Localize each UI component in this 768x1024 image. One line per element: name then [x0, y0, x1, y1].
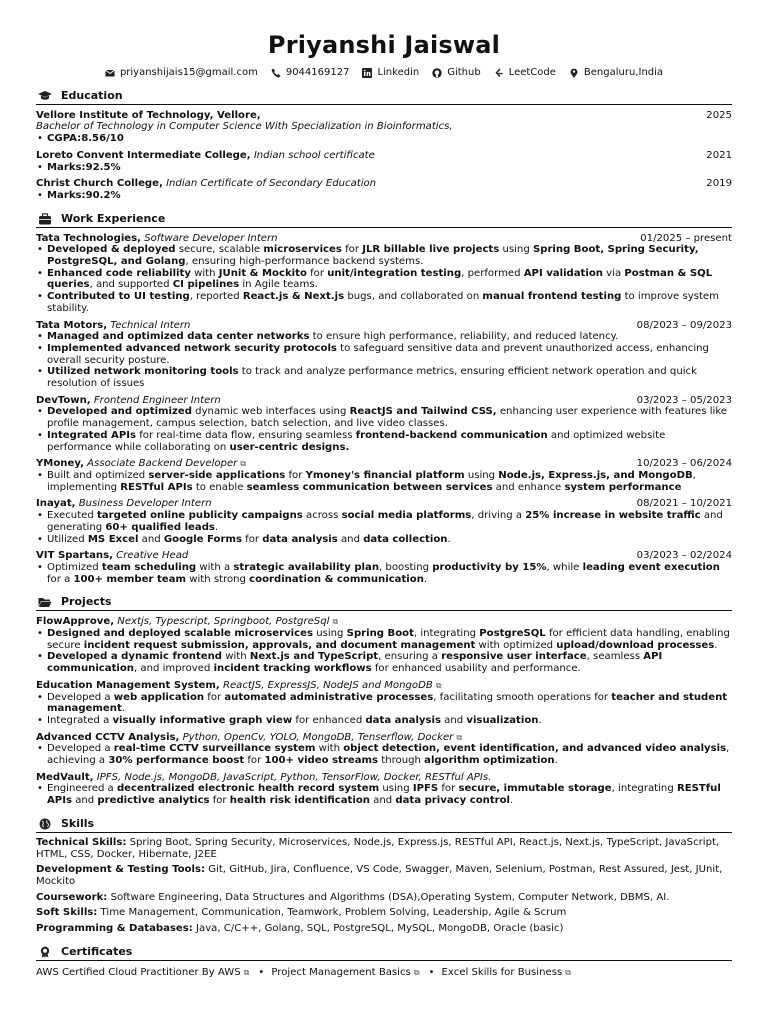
- project-tech: ReactJS, ExpressJS, NodeJS and MongoDB: [222, 679, 433, 691]
- skills-section: [36, 817, 732, 935]
- dates: 10/2023 – 06/2024: [636, 458, 732, 470]
- text-segment: and optimized website performance while collaborating on: [47, 429, 666, 453]
- text-segment: and: [440, 714, 467, 726]
- text-segment: .: [510, 795, 514, 807]
- certificate-item[interactable]: [36, 967, 249, 979]
- job-bullet: [47, 406, 732, 429]
- text-segment: for: [438, 783, 459, 795]
- text-segment: , and supported: [89, 279, 173, 291]
- external-link-icon[interactable]: ⧉: [435, 680, 442, 690]
- job-bullet: [47, 268, 732, 291]
- text-segment: for: [285, 469, 306, 481]
- bold-text: upload/download processes: [556, 639, 715, 651]
- linkedin-text: Linkedin: [377, 67, 420, 78]
- text-segment: to track and analyze performance metrics, ensuring efficient network operation and quick resolution of issues: [47, 366, 697, 390]
- text-segment: with: [190, 267, 219, 279]
- bold-text: RESTful APIs: [120, 481, 193, 493]
- job-bullet: [47, 343, 732, 366]
- bold-text: object detection, event identification, and advanced video analysis: [343, 743, 727, 755]
- skill-value: Spring Boot, Spring Security, Microservices, Node.js, Express.js, RESTful API, React.js, Next.js, TypeScript, JavaScript, HTML, CSS, Docker, Hibernate, J2EE: [36, 836, 720, 860]
- text-segment: .: [214, 521, 219, 533]
- bold-text: 100+ member team: [73, 573, 186, 585]
- leetcode-text: LeetCode: [508, 67, 556, 78]
- skill-row: [36, 923, 732, 935]
- bold-text: web application: [113, 691, 205, 703]
- location: [569, 67, 663, 79]
- text-segment: with: [315, 743, 344, 755]
- text-segment: .: [447, 533, 451, 545]
- bold-text: targeted online publicity campaigns: [96, 510, 303, 522]
- bold-text: Enhanced code reliability: [47, 267, 191, 279]
- education-section: [36, 89, 732, 202]
- text-segment: across: [302, 510, 342, 522]
- bold-text: RESTful APIs: [47, 783, 721, 807]
- bold-text: data collection: [363, 533, 448, 545]
- education-entry: [36, 110, 732, 145]
- bold-text: productivity by 15%: [432, 561, 547, 573]
- location-text: Bengaluru,India: [583, 67, 664, 78]
- bold-text: 25% increase in website traffic: [525, 510, 701, 522]
- work-section: [36, 212, 732, 586]
- text-segment: using: [379, 783, 413, 795]
- projects-title: Projects: [61, 595, 112, 609]
- skill-label: Coursework:: [36, 891, 108, 903]
- education-heading: [36, 89, 732, 105]
- bold-text: microservices: [263, 244, 342, 256]
- bold-text: ReactJS and Tailwind CSS,: [349, 406, 497, 418]
- project-bullet: [47, 783, 732, 806]
- leetcode-icon: [494, 68, 504, 78]
- bold-text: Developed & deployed: [47, 244, 176, 256]
- company: YMoney,: [36, 458, 84, 470]
- certificate-list: [36, 967, 732, 979]
- bold-text: seamless communication between services: [246, 481, 493, 493]
- text-segment: Integrated a: [47, 714, 113, 726]
- text-segment: , facilitating smooth operations for: [433, 691, 612, 703]
- bold-text: MS Excel: [87, 533, 139, 545]
- text-segment: bugs, and collaborated on: [344, 291, 483, 303]
- skill-row: [36, 864, 732, 887]
- text-segment: , boosting: [379, 561, 433, 573]
- candidate-name: Priyanshi Jaiswal: [267, 31, 501, 59]
- job-bullet: [47, 331, 732, 343]
- bold-text: visualization: [466, 714, 539, 726]
- bold-text: Node.js, Express.js, and MongoDB: [498, 469, 693, 481]
- github-icon: [432, 68, 442, 78]
- bold-text: user-centric designs.: [229, 441, 350, 453]
- text-segment: for: [341, 244, 363, 256]
- bold-text: Implemented advanced network security protocols: [47, 342, 337, 354]
- job-entry: [36, 498, 732, 545]
- project-tech: Nextjs, Typescript, Springboot, PostgreSql: [117, 616, 330, 628]
- text-segment: enhancing user experience with features like profile management, campus selection, batch selection, and live video classes.: [47, 406, 728, 430]
- job-entry: [36, 233, 732, 315]
- skill-label: Development & Testing Tools:: [36, 864, 205, 876]
- bold-text: Postman & SQL queries: [47, 267, 713, 291]
- project-name: Education Management System,: [36, 679, 220, 691]
- dates: 08/2023 – 09/2023: [636, 319, 732, 331]
- bold-text: data analysis: [365, 714, 441, 726]
- certificate-text: Project Management Basics: [271, 966, 411, 978]
- bold-text: PostgreSQL: [479, 628, 546, 640]
- text-segment: for: [204, 691, 225, 703]
- bold-text: leading event execution: [582, 561, 720, 573]
- bold-text: teacher and student management: [47, 691, 728, 715]
- bold-text: unit/integration testing: [327, 267, 462, 279]
- dates: 01/2025 – present: [640, 232, 732, 244]
- work-title: Work Experience: [61, 211, 166, 225]
- bold-text: Integrated APIs: [47, 429, 137, 441]
- role: Software Developer Intern: [144, 232, 278, 244]
- bold-text: Utilized network monitoring tools: [47, 366, 239, 378]
- skill-value: Java, C/C++, Golang, SQL, PostgreSQL, MySQL, MongoDB, Oracle (basic): [192, 923, 564, 935]
- bold-text: automated administrative processes: [224, 691, 434, 703]
- bold-text: Ymoney's financial platform: [305, 469, 465, 481]
- bold-text: Next.js and TypeScript: [249, 651, 379, 663]
- bold-text: API validation: [523, 267, 603, 279]
- text-segment: , seamless: [586, 651, 644, 663]
- job-bullet: [47, 534, 732, 546]
- bold-text: Contributed to UI testing: [47, 291, 190, 303]
- bold-text: strategic availability plan: [233, 561, 380, 573]
- text-segment: for real-time data flow, ensuring seamless: [136, 429, 356, 441]
- bold-text: incident request submission, approvals, and document management: [83, 639, 476, 651]
- skill-value: Time Management, Communication, Teamwork, Problem Solving, Leadership, Agile & Scrum: [97, 907, 567, 919]
- text-segment: to enable: [192, 481, 247, 493]
- text-segment: and: [71, 795, 98, 807]
- role: Frontend Engineer Intern: [93, 394, 221, 406]
- project-bullet: [47, 628, 732, 651]
- text-segment: with strong: [185, 573, 250, 585]
- skill-row: [36, 892, 732, 904]
- bold-text: IPFS: [412, 783, 439, 795]
- education-title: Education: [61, 88, 123, 102]
- text-segment: using: [312, 628, 347, 640]
- text-segment: with a: [196, 561, 234, 573]
- location-pin-icon: [569, 68, 579, 78]
- role: Technical Intern: [110, 319, 191, 331]
- text-segment: , performed: [461, 267, 524, 279]
- project-entry: [36, 732, 732, 767]
- bold-text: incident tracking workflows: [213, 663, 372, 675]
- github-text: Github: [447, 67, 481, 78]
- school-name: Loreto Convent Intermediate College,: [36, 149, 251, 161]
- external-link-icon[interactable]: ⧉: [456, 732, 463, 742]
- education-entry: [36, 178, 732, 201]
- skill-label: Technical Skills:: [36, 836, 127, 848]
- school-name: Christ Church College,: [36, 178, 163, 190]
- job-bullet: [47, 470, 732, 493]
- bold-text: Designed and deployed scalable microservices: [47, 628, 313, 640]
- project-bullet: [47, 692, 732, 715]
- text-segment: Engineered a: [47, 783, 117, 795]
- skills-title: Skills: [61, 816, 95, 830]
- text-segment: .: [714, 639, 718, 651]
- text-segment: , ensuring high-performance backend systems.: [185, 256, 424, 268]
- text-segment: for: [244, 755, 265, 767]
- work-heading: [36, 212, 732, 228]
- project-entry: [36, 772, 732, 807]
- resume-page: [36, 0, 732, 978]
- bold-text: Spring Boot: [346, 628, 414, 640]
- bold-text: data analysis: [262, 533, 338, 545]
- bold-text: secure, immutable storage: [458, 783, 612, 795]
- text-segment: dynamic web interfaces using: [191, 406, 350, 418]
- bold-text: predictive analytics: [97, 795, 210, 807]
- text-segment: for a: [47, 573, 74, 585]
- skill-label: Soft Skills:: [36, 907, 98, 919]
- edu-year: 2019: [706, 178, 732, 190]
- skill-value: Git, GitHub, Jira, Confluence, VS Code, Swagger, Maven, Selenium, Postman, Rest Assured, Jest, JUnit, Mockito: [36, 864, 723, 887]
- project-tech: Python, OpenCv, YOLO, MongoDB, Tenserflow, Docker: [182, 731, 454, 743]
- bold-text: visually informative graph view: [112, 714, 293, 726]
- role: Creative Head: [116, 550, 189, 562]
- text-segment: to improve system stability.: [47, 291, 719, 314]
- text-segment: Built and optimized: [47, 469, 149, 481]
- text-segment: Developed a: [47, 691, 114, 703]
- text-segment: in Agile teams.: [239, 279, 318, 291]
- globe-icon: [38, 818, 52, 830]
- edu-bullet: CGPA:8.56/10: [47, 133, 124, 145]
- bold-text: server-side applications: [148, 469, 286, 481]
- external-link-icon[interactable]: ⧉: [413, 967, 420, 977]
- text-segment: Developed a: [47, 743, 114, 755]
- bold-text: Developed a dynamic frontend: [47, 651, 223, 663]
- job-bullet: [47, 366, 732, 389]
- bold-text: 100+ video streams: [264, 755, 379, 767]
- text-segment: via: [602, 267, 625, 279]
- text-segment: .: [423, 573, 428, 585]
- linkedin-link[interactable]: [362, 67, 419, 79]
- edu-desc: Indian school certificate: [253, 149, 375, 161]
- text-segment: for: [241, 533, 263, 545]
- certificates-title: Certificates: [61, 944, 133, 958]
- job-bullet: [47, 244, 732, 267]
- job-bullet: [47, 291, 732, 314]
- bold-text: React.js & Next.js: [242, 291, 345, 303]
- text-segment: through: [378, 755, 425, 767]
- bold-text: 30% performance boost: [108, 755, 245, 767]
- skill-value: Software Engineering, Data Structures and Algorithms (DSA),Operating System, Computer Network, DBMS, AI.: [107, 891, 670, 903]
- school-name: Vellore Institute of Technology, Vellore,: [36, 109, 261, 121]
- mail-icon: [105, 68, 115, 78]
- certificate-icon: [38, 946, 52, 958]
- project-entry: [36, 616, 732, 675]
- certificate-item[interactable]: [442, 967, 571, 979]
- bold-text: 60+ qualified leads: [105, 521, 215, 533]
- text-segment: and: [369, 795, 396, 807]
- bold-text: coordination & communication: [249, 573, 424, 585]
- job-entry: [36, 458, 732, 493]
- text-segment: , ensuring a: [378, 651, 442, 663]
- project-bullet: [47, 743, 732, 766]
- role: Business Developer Intern: [78, 498, 212, 510]
- edu-desc: Indian Certificate of Secondary Education: [166, 178, 377, 190]
- dates: 08/2021 – 10/2021: [636, 498, 732, 510]
- bold-text: Google Forms: [163, 533, 242, 545]
- skill-row: [36, 837, 732, 860]
- company: Inayat,: [36, 498, 76, 510]
- external-link-icon[interactable]: ⧉: [243, 967, 250, 977]
- bold-text: data privacy control: [395, 795, 511, 807]
- external-link-icon[interactable]: ⧉: [240, 459, 247, 469]
- text-segment: using: [499, 244, 533, 256]
- text-segment: .: [121, 703, 125, 715]
- bold-text: team scheduling: [101, 561, 197, 573]
- job-entry: [36, 550, 732, 585]
- phone-link[interactable]: [271, 67, 350, 79]
- leetcode-link[interactable]: [494, 67, 556, 79]
- email-text: priyanshijais15@gmail.com: [119, 67, 258, 78]
- projects-section: [36, 595, 732, 807]
- projects-heading: [36, 595, 732, 611]
- company: DevTown,: [36, 394, 91, 406]
- external-link-icon[interactable]: ⧉: [332, 617, 339, 627]
- edu-year: 2025: [706, 109, 732, 121]
- github-link[interactable]: [432, 67, 480, 79]
- dates: 03/2023 – 02/2024: [636, 550, 732, 562]
- bold-text: Developed and optimized: [47, 406, 192, 418]
- skill-row: [36, 907, 732, 919]
- text-segment: Utilized: [47, 533, 88, 545]
- text-segment: and: [337, 533, 364, 545]
- certificate-text: Excel Skills for Business: [441, 966, 563, 978]
- text-segment: Optimized: [47, 561, 102, 573]
- text-segment: for enhanced usability and performance.: [371, 663, 581, 675]
- text-segment: for: [209, 795, 230, 807]
- job-entry: [36, 395, 732, 454]
- graduation-cap-icon: [38, 90, 52, 102]
- bold-text: system performance: [564, 481, 682, 493]
- text-segment: , while: [546, 561, 583, 573]
- bold-text: social media platforms: [341, 510, 472, 522]
- text-segment: and enhance: [492, 481, 565, 493]
- edu-bullet: Marks:92.5%: [47, 161, 121, 173]
- text-segment: , implementing: [47, 469, 696, 493]
- company: Tata Motors,: [36, 319, 108, 331]
- external-link-icon[interactable]: ⧉: [565, 967, 571, 977]
- text-segment: .: [554, 755, 558, 767]
- bold-text: decentralized electronic health record system: [116, 783, 380, 795]
- text-segment: for enhanced: [292, 714, 366, 726]
- bold-text: JUnit & Mockito: [218, 267, 307, 279]
- role: Associate Backend Developer: [87, 458, 238, 470]
- folder-open-icon: [38, 596, 52, 608]
- text-segment: , reported: [189, 291, 243, 303]
- text-segment: .: [538, 714, 542, 726]
- edu-bullet: Marks:90.2%: [47, 189, 121, 201]
- text-segment: and: [138, 533, 164, 545]
- skill-label: Programming & Databases:: [36, 923, 193, 935]
- phone-text: 9044169127: [285, 67, 350, 78]
- company: Tata Technologies,: [36, 232, 141, 244]
- text-segment: and generating: [47, 510, 723, 533]
- job-bullet: [47, 562, 732, 585]
- linkedin-icon: [362, 68, 372, 78]
- text-segment: Executed: [47, 510, 97, 522]
- bold-text: algorithm optimization: [424, 755, 555, 767]
- dates: 03/2023 – 05/2023: [636, 394, 732, 406]
- project-name: FlowApprove,: [36, 616, 115, 628]
- education-entry: [36, 150, 732, 173]
- text-segment: to safeguard sensitive data and prevent unauthorized access, enhancing overall security posture.: [47, 342, 709, 366]
- skills-heading: [36, 817, 732, 833]
- bold-text: Managed and optimized data center networks: [47, 331, 310, 343]
- bold-text: health risk identification: [229, 795, 370, 807]
- edu-year: 2021: [706, 149, 732, 161]
- text-segment: , and improved: [134, 663, 214, 675]
- certificate-item[interactable]: [271, 967, 419, 979]
- text-segment: with: [222, 651, 250, 663]
- bold-text: responsive user interface: [441, 651, 587, 663]
- text-segment: , driving a: [471, 510, 526, 522]
- text-segment: for: [306, 267, 328, 279]
- text-segment: to ensure high performance, reliability, and reduced latency.: [309, 331, 619, 343]
- project-name: Advanced CCTV Analysis,: [36, 731, 180, 743]
- bold-text: API communication: [47, 651, 663, 675]
- text-segment: , integrating: [413, 628, 480, 640]
- project-name: MedVault,: [36, 771, 94, 783]
- text-segment: for efficient data handling, enabling secure: [47, 628, 730, 651]
- bold-text: frontend-backend communication: [355, 429, 548, 441]
- degree: Bachelor of Technology in Computer Science With Specialization in Bioinformatics,: [36, 121, 453, 133]
- briefcase-icon: [38, 213, 52, 225]
- project-bullet: [47, 651, 732, 674]
- certificates-heading: [36, 945, 732, 961]
- email-link[interactable]: [105, 67, 258, 79]
- bold-text: real-time CCTV surveillance system: [113, 743, 316, 755]
- job-bullet: [47, 430, 732, 453]
- company: VIT Spartans,: [36, 550, 113, 562]
- text-segment: secure, scalable: [175, 244, 264, 256]
- text-segment: using: [464, 469, 499, 481]
- job-entry: [36, 320, 732, 390]
- job-bullet: [47, 510, 732, 533]
- contact-bar: [36, 67, 732, 79]
- text-segment: with optimized: [475, 639, 557, 651]
- bold-text: CI pipelines: [172, 279, 240, 291]
- project-entry: [36, 680, 732, 727]
- certificate-text: AWS Certified Cloud Practitioner By AWS: [36, 966, 241, 978]
- bold-text: manual frontend testing: [482, 291, 622, 303]
- bold-text: Spring Boot, Spring Security, PostgreSQL, and Golang: [47, 244, 699, 268]
- project-bullet: [47, 715, 732, 727]
- bold-text: JLR billable live projects: [362, 244, 500, 256]
- phone-icon: [271, 68, 281, 78]
- certificates-section: [36, 945, 732, 979]
- text-segment: , achieving a: [47, 743, 730, 767]
- text-segment: , integrating: [611, 783, 677, 795]
- project-tech: IPFS, Node.js, MongoDB, JavaScript, Python, TensorFlow, Docker, RESTful APIs.: [96, 771, 492, 783]
